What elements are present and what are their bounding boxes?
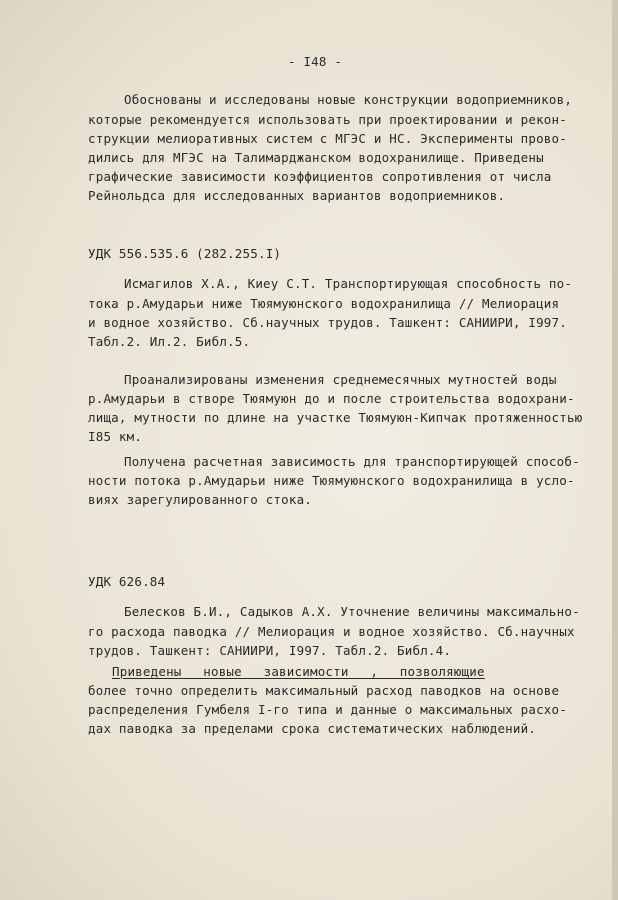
udk-code-entry-3: УДК 626.84 <box>88 574 166 589</box>
abstract-line: виях зарегулированного стока. <box>88 492 313 507</box>
abstract-line: Проанализированы изменения среднемесячных мутностей воды <box>124 372 557 387</box>
abstract-1-line: Обоснованы и исследованы новые конструкции водоприемников, <box>124 92 573 107</box>
abstract-line: распределения Гумбеля I-го типа и данные о максимальных расхо- <box>88 702 567 717</box>
citation-line: го расхода паводка // Мелиорация и водное хозяйство. Сб.научных <box>88 624 575 639</box>
abstract-1-line: Рейнольдса для исследованных вариантов водоприемников. <box>88 188 506 203</box>
abstract-1-line: струкции мелиоративных систем с МГЭС и НС. Эксперименты прово- <box>88 131 567 146</box>
abstract-line: ности потока р.Амударьи ниже Тюямуюнского водохранилища в усло- <box>88 473 575 488</box>
abstract-line: Приведены новые зависимости , позволяющие <box>112 664 485 679</box>
abstract-1-line: которые рекомендуется использовать при проектировании и рекон- <box>88 112 567 127</box>
abstract-line: р.Амударьи в створе Тюямуюн до и после строительства водохрани- <box>88 391 575 406</box>
abstract-line: I85 км. <box>88 429 143 444</box>
citation-line: Исмагилов Х.А., Киеу С.Т. Транспортирующая способность по- <box>124 276 573 291</box>
abstract-line: Получена расчетная зависимость для транспортирующей способ- <box>124 454 580 469</box>
abstract-line: более точно определить максимальный расход паводков на основе <box>88 683 560 698</box>
citation-line: Белесков Б.И., Садыков А.Х. Уточнение величины максимально- <box>124 604 580 619</box>
udk-code-entry-2: УДК 556.535.6 (282.255.I) <box>88 246 282 261</box>
abstract-1-line: графические зависимости коэффициентов сопротивления от числа <box>88 169 552 184</box>
abstract-1-line: дились для МГЭС на Талимарджанском водохранилище. Приведены <box>88 150 544 165</box>
citation-line: трудов. Ташкент: САНИИРИ, I997. Табл.2. Библ.4. <box>88 643 452 658</box>
page-number: - I48 - <box>288 54 343 69</box>
abstract-line: дах паводка за пределами срока систематических наблюдений. <box>88 721 537 736</box>
citation-line: Табл.2. Ил.2. Библ.5. <box>88 334 251 349</box>
citation-line: тока р.Амударьи ниже Тюямуюнского водохранилища // Мелиорация <box>88 296 560 311</box>
abstract-line: лища, мутности по длине на участке Тюямуюн-Кипчак протяженностью <box>88 410 583 425</box>
page-edge-shadow <box>612 0 618 900</box>
citation-line: и водное хозяйство. Сб.научных трудов. Ташкент: САНИИРИ, I997. <box>88 315 567 330</box>
